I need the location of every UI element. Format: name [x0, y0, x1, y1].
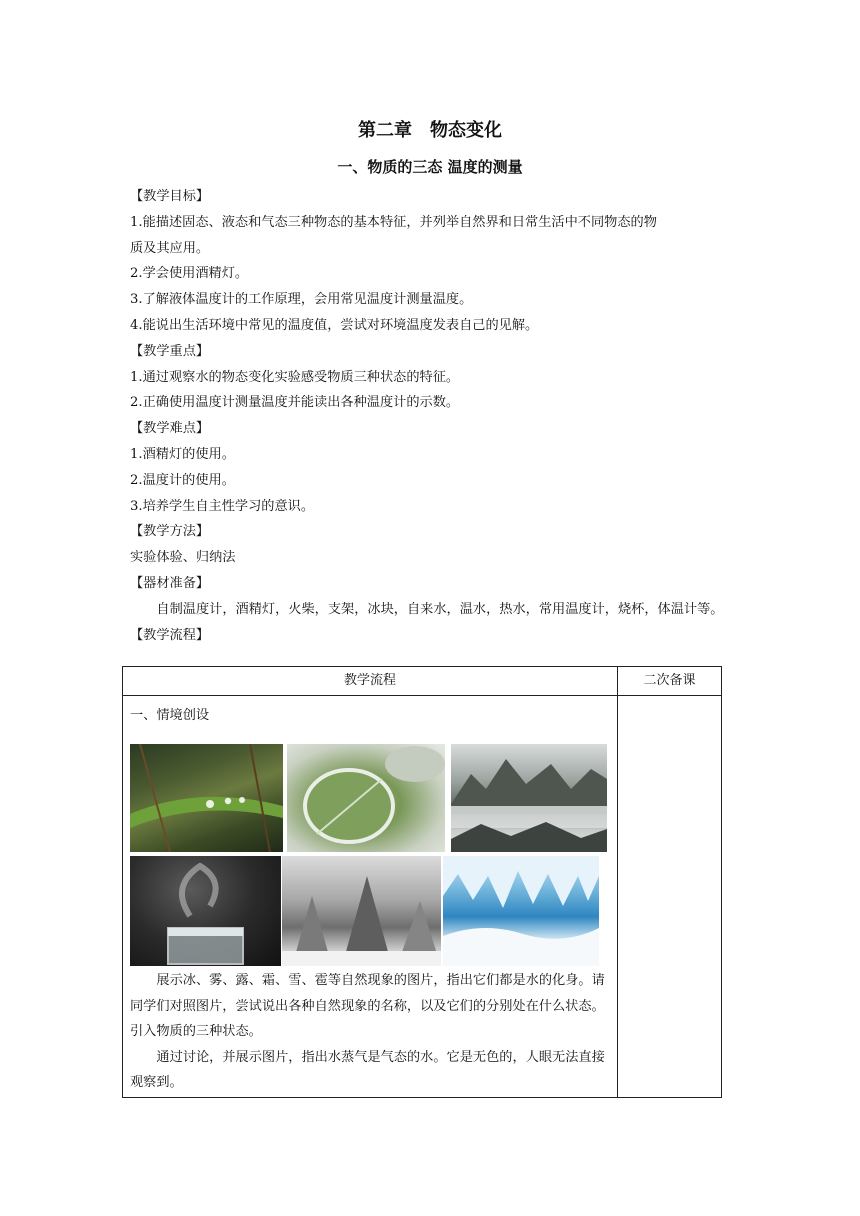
fog-mountain-photo [451, 744, 607, 852]
flow-heading: 【教学流程】 [130, 627, 210, 643]
difficulty-item: 2.温度计的使用。 [130, 472, 235, 488]
snow-trees-photo [282, 856, 441, 966]
flow-cell [130, 703, 612, 729]
focus-item: 1.通过观察水的物态变化实验感受物质三种状态的特征。 [130, 369, 460, 385]
goal-item: 1.能描述固态、液态和气态三种物态的基本特征，并列举自然界和日常生活中不同物态的物 [130, 214, 657, 230]
goals-heading: 【教学目标】 [130, 189, 210, 204]
equipment-heading: 【器材准备】 [130, 575, 210, 591]
goal-item: 2.学会使用酒精灯。 [130, 266, 249, 282]
scene-paragraph: 通过讨论，并展示图片，指出水蒸气是气态的水。它是无色的，人眼无法直接观察到。 [130, 1049, 605, 1090]
lesson-plan-body [130, 184, 740, 648]
difficulty-heading: 【教学难点】 [130, 421, 210, 437]
scene-heading: 一、情境创设 [130, 708, 210, 723]
goal-item-continued: 质及其应用。 [130, 240, 210, 256]
section-title: 一、物质的三态 温度的测量 [337, 158, 523, 176]
ice-photo [443, 856, 599, 966]
equipment-text: 自制温度计，酒精灯，火柴，支架，冰块，自来水，温水，热水，常用温度计，烧杯，体温计等。 [156, 601, 724, 617]
method-heading: 【教学方法】 [130, 524, 210, 540]
dew-photo [130, 744, 283, 852]
table-header-row [123, 667, 721, 696]
goal-item: 3.了解液体温度计的工作原理，会用常见温度计测量温度。 [130, 292, 473, 308]
column-divider [617, 667, 618, 1097]
difficulty-item: 1.酒精灯的使用。 [130, 446, 235, 462]
chapter-title: 第二章 物态变化 [358, 120, 502, 141]
frost-photo [287, 744, 445, 852]
goal-item: 4.能说出生活环境中常见的温度值，尝试对环境温度发表自己的见解。 [130, 317, 539, 333]
table-header-notes: 二次备课 [643, 673, 696, 688]
method-text: 实验体验、归纳法 [130, 550, 236, 566]
steam-beaker-photo [130, 856, 281, 966]
focus-heading: 【教学重点】 [130, 343, 210, 359]
focus-item: 2.正确使用温度计测量温度并能读出各种温度计的示数。 [130, 395, 460, 411]
flow-cell-text [130, 968, 612, 1096]
scene-paragraph: 展示冰、雾、露、霜、雪、雹等自然现象的图片，指出它们都是水的化身。请同学们对照图片，尝试说出各种自然现象的名称，以及它们的分别处在什么状态。引入物质的三种状态。 [130, 973, 605, 1039]
difficulty-item: 3.培养学生自主性学习的意识。 [130, 498, 315, 514]
table-header-flow: 教学流程 [343, 673, 396, 688]
